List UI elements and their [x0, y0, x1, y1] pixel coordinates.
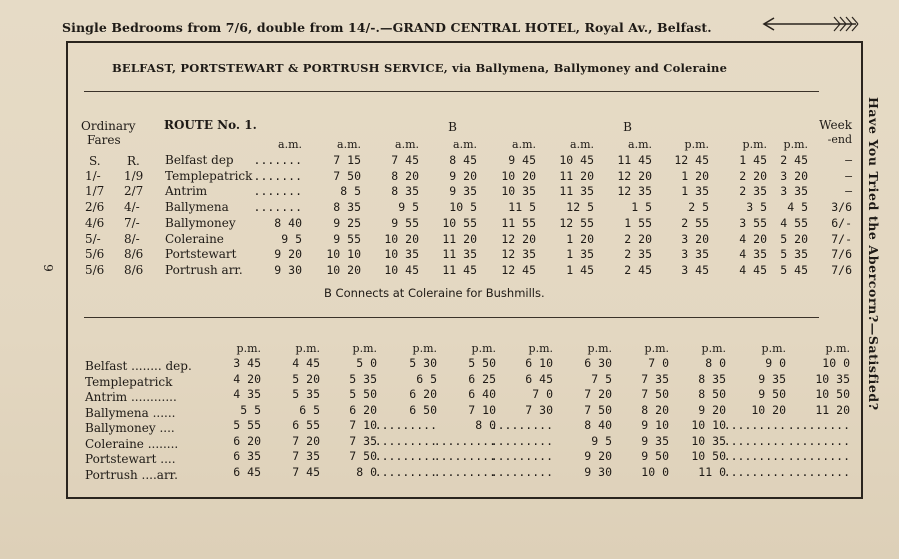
- departure-time: 2 20: [739, 168, 767, 183]
- departure-time: —: [845, 184, 852, 199]
- departure-time: .......: [253, 168, 302, 183]
- departure-time: 12 35: [501, 247, 536, 262]
- column-header: p.m.: [528, 342, 553, 355]
- fare-return: 7/-: [124, 215, 140, 230]
- column-header: p.m.: [644, 342, 669, 355]
- departure-time: 6 20: [233, 433, 261, 448]
- departure-time: 5 50: [468, 356, 496, 370]
- fare-single: 5/-: [85, 231, 101, 246]
- departure-time: 3 55: [739, 215, 767, 230]
- column-header: p.m.: [236, 342, 261, 355]
- column-header: a.m.: [628, 138, 652, 151]
- departure-time: .........: [433, 449, 496, 463]
- departure-time: 3 5: [746, 200, 767, 215]
- station-name: Portrush arr.: [165, 262, 243, 277]
- departure-time: 9 45: [508, 153, 536, 167]
- departure-time: 5 35: [780, 247, 808, 262]
- departure-time: .........: [723, 464, 786, 479]
- departure-time: 9 35: [758, 371, 786, 386]
- departure-time: 10 10: [691, 418, 726, 432]
- departure-time: 7 5: [591, 371, 612, 386]
- departure-time: .........: [490, 418, 553, 432]
- departure-time: 12 5: [566, 200, 594, 215]
- departure-time: 6 35: [233, 449, 261, 463]
- departure-time: 9 20: [698, 402, 726, 417]
- departure-time: 6 10: [525, 356, 553, 370]
- column-header: p.m.: [352, 342, 377, 355]
- departure-time: .........: [374, 433, 437, 448]
- departure-time: 7/6: [831, 262, 852, 277]
- departure-time: 10 50: [691, 449, 726, 463]
- station-name: Templepatrick: [85, 374, 173, 389]
- fare-return: 8/-: [124, 231, 140, 246]
- service-title: BELFAST, PORTSTEWART & PORTRUSH SERVICE, via Ballymena, Ballymoney and Coleraine: [112, 61, 728, 75]
- column-header: a.m.: [337, 138, 361, 151]
- departure-time: .........: [374, 449, 437, 463]
- departure-time: 1 45: [739, 153, 767, 167]
- departure-time: .......: [253, 153, 302, 167]
- departure-time: 6 55: [292, 418, 320, 432]
- departure-time: 4 20: [739, 231, 767, 246]
- fare-single: 5/6: [85, 262, 105, 277]
- departure-time: 7 10: [468, 402, 496, 417]
- departure-time: 9 5: [591, 433, 612, 448]
- departure-time: 3/6: [831, 200, 852, 215]
- column-header: p.m.: [825, 342, 850, 355]
- departure-time: .........: [490, 464, 553, 479]
- departure-time: 12 20: [617, 168, 652, 183]
- departure-time: 7 50: [584, 402, 612, 417]
- departure-time: 10 20: [751, 402, 786, 417]
- hotel-advert: Single Bedrooms from 7/6, double from 14/-.—GRAND CENTRAL HOTEL, Royal Av., Belfast.: [62, 20, 712, 35]
- departure-time: 4 20: [233, 371, 261, 386]
- departure-time: 2 45: [624, 262, 652, 277]
- column-header: -end: [827, 133, 852, 146]
- station-name: Portstewart ....: [85, 452, 176, 466]
- departure-time: 6 45: [233, 464, 261, 479]
- departure-time: 4 35: [739, 247, 767, 262]
- departure-time: 9 55: [391, 215, 419, 230]
- station-name: Templepatrick: [165, 168, 253, 183]
- column-header: p.m.: [684, 138, 709, 151]
- title-rule: [84, 91, 819, 92]
- departure-time: 6 5: [299, 402, 320, 417]
- departure-time: 1 55: [624, 215, 652, 230]
- column-header: p.m.: [761, 342, 786, 355]
- departure-time: 6/-: [831, 215, 852, 230]
- departure-time: 9 35: [641, 433, 669, 448]
- departure-time: .........: [787, 433, 850, 448]
- departure-time: 5 0: [356, 356, 377, 370]
- departure-time: 5 35: [349, 371, 377, 386]
- departure-time: .........: [490, 433, 553, 448]
- departure-time: 2 55: [681, 215, 709, 230]
- departure-time: 8 0: [475, 418, 496, 432]
- departure-time: 11 45: [617, 153, 652, 167]
- departure-time: 9 35: [449, 184, 477, 199]
- departure-time: 6 25: [468, 371, 496, 386]
- connection-note: B Connects at Coleraine for Bushmills.: [324, 286, 545, 300]
- departure-time: 7 20: [584, 387, 612, 401]
- fare-return: 8/6: [124, 247, 144, 262]
- departure-time: 1 35: [566, 247, 594, 262]
- departure-time: 8 40: [274, 215, 302, 230]
- column-header: a.m.: [512, 138, 536, 151]
- departure-time: 11 0: [698, 464, 726, 479]
- departure-time: 10 50: [815, 387, 850, 401]
- column-header: p.m.: [701, 342, 726, 355]
- departure-time: .......: [253, 200, 302, 215]
- departure-time: 9 30: [584, 464, 612, 479]
- departure-time: 8 5: [340, 184, 361, 199]
- departure-time: 10 10: [326, 247, 361, 262]
- column-header: p.m.: [742, 138, 767, 151]
- departure-time: 7 30: [525, 402, 553, 417]
- departure-time: 11 35: [559, 184, 594, 199]
- departure-time: 5 20: [780, 231, 808, 246]
- departure-time: 8 35: [391, 184, 419, 199]
- station-name: Coleraine: [165, 231, 224, 246]
- departure-time: 9 30: [274, 262, 302, 277]
- arrow-icon: [760, 14, 860, 34]
- departure-time: 4 45: [739, 262, 767, 277]
- abercorn-advert: Have You Tried the Abercorn?—Satisfied?: [866, 97, 881, 411]
- departure-time: 7 45: [391, 153, 419, 167]
- fare-return: 8/6: [124, 262, 144, 277]
- route-label: ROUTE No. 1.: [164, 118, 257, 132]
- departure-time: 11 20: [559, 168, 594, 183]
- departure-time: 11 20: [442, 231, 477, 246]
- departure-time: .........: [723, 449, 786, 463]
- column-header: a.m.: [395, 138, 419, 151]
- departure-time: 4 45: [292, 356, 320, 370]
- departure-time: —: [845, 168, 852, 183]
- departure-time: 4 55: [780, 215, 808, 230]
- departure-time: 2 20: [624, 231, 652, 246]
- departure-time: 9 5: [398, 200, 419, 215]
- fare-single: 1/7: [85, 184, 105, 199]
- departure-time: 10 45: [384, 262, 419, 277]
- departure-time: 10 5: [449, 200, 477, 215]
- departure-time: 7/-: [831, 231, 852, 246]
- departure-time: 3 20: [780, 168, 808, 183]
- departure-time: 9 20: [449, 168, 477, 183]
- departure-time: 10 35: [384, 247, 419, 262]
- departure-time: 8 50: [698, 387, 726, 401]
- departure-time: 9 20: [584, 449, 612, 463]
- departure-time: 5 30: [409, 356, 437, 370]
- departure-time: 7 0: [532, 387, 553, 401]
- departure-time: 1 35: [681, 184, 709, 199]
- station-name: Ballymoney ....: [85, 421, 175, 435]
- departure-time: 8 40: [584, 418, 612, 432]
- departure-time: 7 15: [333, 153, 361, 167]
- departure-time: 10 45: [559, 153, 594, 167]
- departure-time: 3 35: [780, 184, 808, 199]
- page-number: 9: [40, 264, 55, 272]
- departure-time: 12 20: [501, 231, 536, 246]
- departure-time: 11 45: [442, 262, 477, 277]
- fare-column-header: S.: [89, 154, 101, 168]
- departure-time: 9 55: [333, 231, 361, 246]
- station-name: Belfast dep: [165, 153, 234, 167]
- departure-time: —: [845, 153, 852, 167]
- departure-time: 12 45: [501, 262, 536, 277]
- departure-time: 2 35: [624, 247, 652, 262]
- departure-time: 11 35: [442, 247, 477, 262]
- station-name: Portrush ....arr.: [85, 467, 178, 482]
- column-header: p.m.: [412, 342, 437, 355]
- departure-time: 1 45: [566, 262, 594, 277]
- departure-time: 5 20: [292, 371, 320, 386]
- departure-time: 7 50: [641, 387, 669, 401]
- column-header: a.m.: [278, 138, 302, 151]
- departure-time: 10 20: [384, 231, 419, 246]
- departure-time: 6 20: [409, 387, 437, 401]
- departure-time: 10 35: [501, 184, 536, 199]
- departure-time: 10 55: [442, 215, 477, 230]
- departure-time: 1 20: [681, 168, 709, 183]
- station-name: Ballymena: [165, 200, 229, 215]
- departure-time: 1 5: [631, 200, 652, 215]
- departure-time: 9 25: [333, 215, 361, 230]
- departure-time: 5 45: [780, 262, 808, 277]
- fares-heading: Ordinary: [81, 119, 136, 133]
- departure-time: 6 20: [349, 402, 377, 417]
- departure-time: 7 50: [349, 449, 377, 463]
- station-name: Belfast ........ dep.: [85, 359, 192, 373]
- departure-time: 9 0: [765, 356, 786, 370]
- departure-time: 5 55: [233, 418, 261, 432]
- column-header: Week: [819, 118, 852, 132]
- column-header: p.m.: [471, 342, 496, 355]
- fare-single: 4/6: [85, 215, 105, 230]
- departure-time: 1 20: [566, 231, 594, 246]
- column-header: p.m.: [587, 342, 612, 355]
- departure-time: 12 55: [559, 215, 594, 230]
- column-header: a.m.: [570, 138, 594, 151]
- departure-time: 8 20: [391, 168, 419, 183]
- departure-time: 9 50: [758, 387, 786, 401]
- departure-time: 6 5: [416, 371, 437, 386]
- departure-time: 8 35: [333, 200, 361, 215]
- departure-time: 7 35: [292, 449, 320, 463]
- departure-time: 5 5: [240, 402, 261, 417]
- departure-time: 7 45: [292, 464, 320, 479]
- departure-time: 7 35: [641, 371, 669, 386]
- station-name: Ballymoney: [165, 215, 236, 230]
- departure-time: 3 35: [681, 247, 709, 262]
- departure-time: 10 20: [326, 262, 361, 277]
- fare-single: 2/6: [85, 200, 105, 215]
- departure-time: 8 45: [449, 153, 477, 167]
- departure-time: 2 45: [780, 153, 808, 167]
- departure-time: 6 30: [584, 356, 612, 370]
- station-name: Antrim: [165, 184, 208, 199]
- departure-time: 3 45: [681, 262, 709, 277]
- departure-time: 10 0: [822, 356, 850, 370]
- departure-time: 5 35: [292, 387, 320, 401]
- departure-time: 7 0: [648, 356, 669, 370]
- column-header: p.m.: [783, 138, 808, 151]
- fare-single: 5/6: [85, 247, 105, 262]
- departure-time: 6 45: [525, 371, 553, 386]
- departure-time: 7 10: [349, 418, 377, 432]
- column-header: a.m.: [453, 138, 477, 151]
- departure-time: 10 0: [641, 464, 669, 479]
- departure-time: 11 55: [501, 215, 536, 230]
- departure-time: 2 5: [688, 200, 709, 215]
- departure-time: 7/6: [831, 247, 852, 262]
- departure-time: 5 50: [349, 387, 377, 401]
- departure-time: 2 35: [739, 184, 767, 199]
- connection-mark: B: [623, 120, 632, 134]
- station-name: Ballymena ......: [85, 405, 176, 420]
- fare-column-header: R.: [127, 154, 140, 168]
- departure-time: 7 50: [333, 168, 361, 183]
- departure-time: .........: [433, 464, 496, 479]
- departure-time: .........: [723, 433, 786, 448]
- departure-time: 10 20: [501, 168, 536, 183]
- departure-time: .........: [787, 464, 850, 479]
- station-name: Portstewart: [165, 247, 237, 262]
- departure-time: 9 20: [274, 247, 302, 262]
- departure-time: 3 20: [681, 231, 709, 246]
- departure-time: .........: [374, 418, 437, 432]
- departure-time: 9 50: [641, 449, 669, 463]
- departure-time: .......: [253, 184, 302, 199]
- departure-time: 7 20: [292, 433, 320, 448]
- departure-time: 11 5: [508, 200, 536, 215]
- departure-time: 4 35: [233, 387, 261, 401]
- departure-time: 10 35: [815, 371, 850, 386]
- fare-return: 1/9: [124, 168, 144, 183]
- station-name: Coleraine ........: [85, 436, 179, 451]
- departure-time: 3 45: [233, 356, 261, 370]
- departure-time: 9 5: [281, 231, 302, 246]
- departure-time: 6 40: [468, 387, 496, 401]
- departure-time: .........: [787, 449, 850, 463]
- connection-mark: B: [448, 120, 457, 134]
- station-name: Antrim ............: [85, 390, 177, 404]
- departure-time: .........: [374, 464, 437, 479]
- departure-time: 10 35: [691, 433, 726, 448]
- departure-time: 9 10: [641, 418, 669, 432]
- departure-time: 8 0: [705, 356, 726, 370]
- departure-time: .........: [723, 418, 786, 432]
- column-header: p.m.: [295, 342, 320, 355]
- departure-time: 11 20: [815, 402, 850, 417]
- departure-time: .........: [433, 433, 496, 448]
- fares-heading: Fares: [87, 133, 121, 147]
- departure-time: 8 0: [356, 464, 377, 479]
- departure-time: 4 5: [787, 200, 808, 215]
- fare-return: 2/7: [124, 184, 144, 199]
- fare-return: 4/-: [124, 200, 140, 215]
- departure-time: 6 50: [409, 402, 437, 417]
- departure-time: 12 35: [617, 184, 652, 199]
- departure-time: .........: [787, 418, 850, 432]
- departure-time: 8 35: [698, 371, 726, 386]
- fare-single: 1/-: [85, 168, 101, 183]
- departure-time: 7 35: [349, 433, 377, 448]
- departure-time: .........: [490, 449, 553, 463]
- departure-time: 12 45: [674, 153, 709, 167]
- section-rule: [84, 317, 819, 318]
- departure-time: 8 20: [641, 402, 669, 417]
